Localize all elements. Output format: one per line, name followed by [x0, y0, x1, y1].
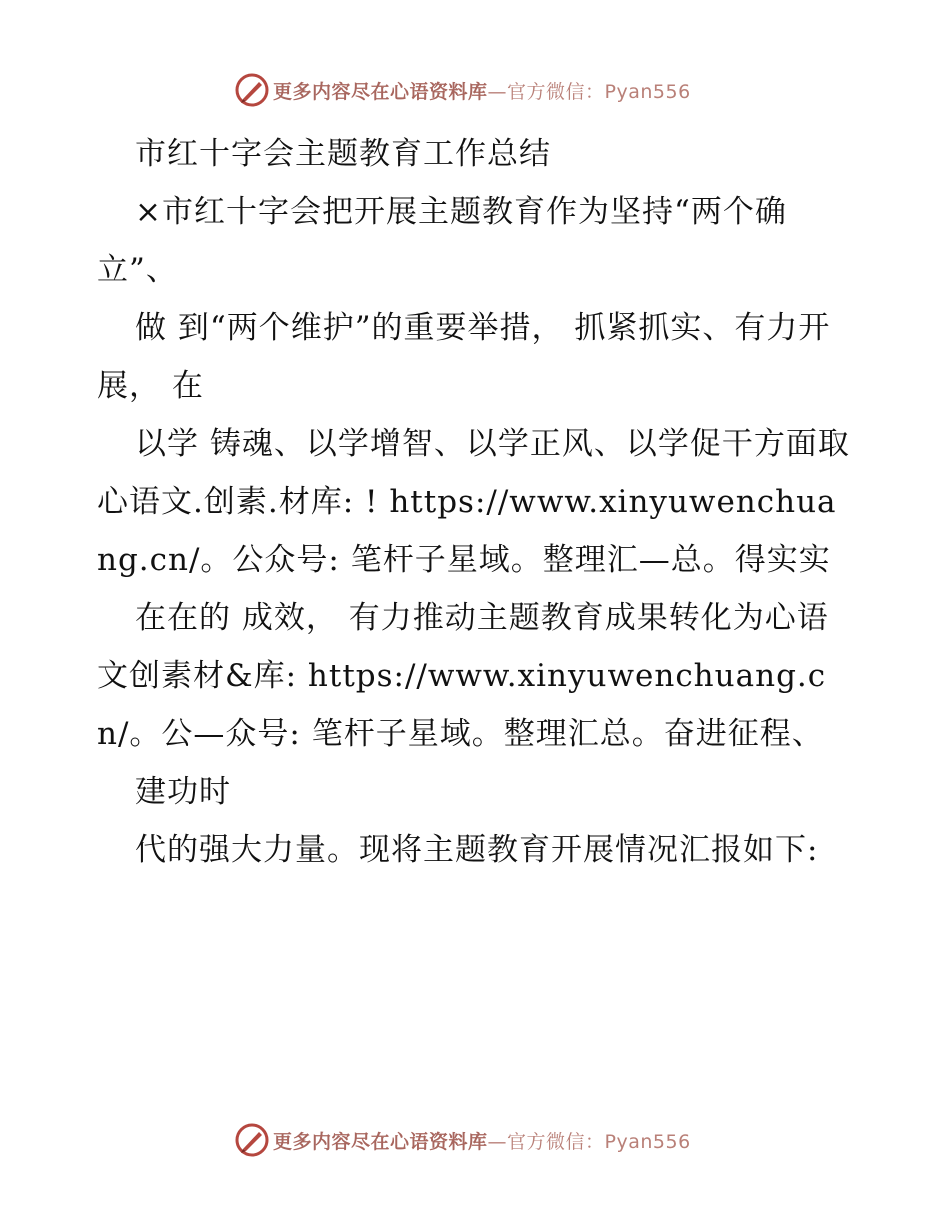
paragraph: ×市红十字会把开展主题教育作为坚持“两个确立”、 — [97, 194, 787, 288]
watermark-footer — [235, 1122, 715, 1158]
document-body — [97, 125, 857, 879]
paragraph: 做 到“两个维护”的重要举措， 抓紧抓实、有力开展， 在 — [97, 310, 831, 404]
watermark-text: 更多内容尽在心语资料库—官方微信：Pyan556 — [273, 80, 691, 103]
watermark-text: 更多内容尽在心语资料库—官方微信：Pyan556 — [273, 1130, 691, 1153]
paragraph: 以学 铸魂、以学增智、以学正风、以学促干方面取心语文.创素.材库: ! https://www.xinyuwenchuang.cn/。公众号: 笔杆子星域。整理汇—总。得实实 — [97, 426, 850, 578]
pen-logo-icon — [235, 73, 269, 107]
pen-logo-icon — [235, 1123, 269, 1157]
document-title: 市红十字会主题教育工作总结 — [135, 136, 551, 172]
paragraph: 在在的 成效， 有力推动主题教育成果转化为心语文创素材&库: https://www.xinyuwenchuang.cn/。公—众号: 笔杆子星域。整理汇总。奋进征程、 — [97, 600, 829, 752]
paragraph: 建功时 — [135, 774, 231, 810]
watermark-header — [235, 72, 715, 108]
paragraph: 代的强大力量。现将主题教育开展情况汇报如下: — [135, 832, 819, 868]
